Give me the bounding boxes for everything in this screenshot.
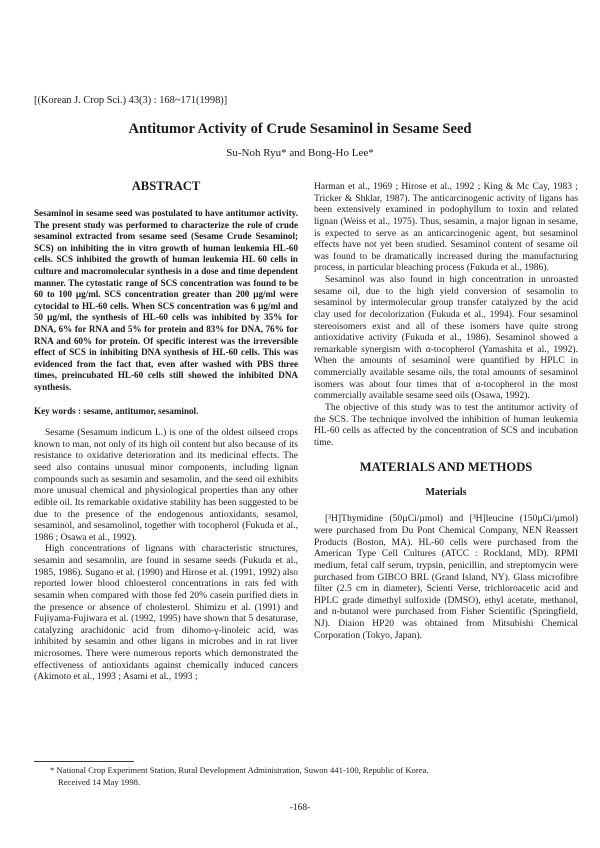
abstract-heading: ABSTRACT	[131, 179, 201, 193]
intro-paragraph-continued: Harman et al., 1969 ; Hirose et al., 1992 ; King & Mc Cay, 1983 ; Tricker & Shklar, 1987). The anticarcinogenic activity of ligans has been extensively examined in podophyllum to toxin and related lignan (Weiss et al., 1975). Thus, sesamin, a major lignan in sesame, is expected to serve as an anticarcinogenic agent, but sesaminol effects have not yet been studied. Sesaminol content of sesame oil was found to be dramatically increased during the manufacturing process, in particular bleaching process (Fukuda et al., 1986).	[314, 181, 578, 274]
abstract-text: Sesaminol in sesame seed was postulated to have antitumor activity. The present study was performed to characterize the role of crude sesaminol extracted from sesame seed (Sesame Crude Sesaminol; SCS) on inhibiting the in vitro growth of human leukemia HL-60 cells. SCS inhibited the growth of human leukemia HL 60 cells in culture and macromolecular synthesis in a dose and time dependent manner. The cytostatic range of SCS concentration was found to be 60 to 100 µg/ml. SCS concentration greater than 200 µg/ml were cytocidal to HL-60 cells. When SCS concentration was 6 µg/ml and 50 µg/ml, the synthesis of HL-60 cells was inhibited by 35% for DNA, 6% for RNA and 5% for protein and 83% for DNA, 76% for RNA and 60% for protein. Of specific interest was the irreversible effect of SCS in inhibiting DNA synthesis of HL-60 cells. This was evidenced from the fact that, even after washed with PBS three times, preincubated HL-60 cells still showed the inhibited DNA synthesis.	[34, 208, 298, 392]
section-heading: MATERIALS AND METHODS	[359, 460, 533, 475]
affiliation-footnote: * National Crop Experiment Station, Rural Development Administration, Suwon 441-100, Republic of Korea.	[50, 765, 429, 775]
left-column	[34, 179, 298, 683]
right-column	[314, 181, 578, 641]
footnote-rule	[34, 761, 134, 762]
journal-citation: [(Korean J. Crop Sci.) 43(3) : 168~171(1998)]	[34, 95, 228, 106]
received-date: Received 14 May 1998.	[58, 776, 141, 787]
paper-title: Antitumor Activity of Crude Sesaminol in Sesame Seed	[128, 121, 472, 137]
author-line: Su-Noh Ryu* and Bong-Ho Lee*	[226, 147, 374, 159]
footnotes	[50, 765, 578, 788]
intro-paragraph: High concentrations of lignans with characteristic structures, sesamin and sesamolin, are found in sesame seeds (Fukuda et al., 1985, 1986). Sugano et al. (1990) and Hirose et al. (1991, 1992) also reported lower blood chloesterol concentrations in rats fed with sesamin when compared with those fed 20% casein purified diets in the presence or absence of cholesterol. Shimizu et al. (1991) and Fujiyama-Fujiwara et al. (1992, 1995) have shown that 5 desaturase, catalyzing arachidonic acid from dihomo-γ-linoleic acid, was inhibited by sesamin and other ligans in microbes and in rat liver microsomes. There were numerous reports which demonstrated the effectiveness of antioxidants against chemically induced cancers (Akimoto et al., 1993 ; Asami et al., 1993 ;	[34, 543, 298, 683]
keywords: Key words : sesame, antitumor, sesaminol.	[34, 405, 199, 416]
intro-paragraph: The objective of this study was to test the antitumor activity of the SCS. The technique involved the inhibition of human leukemia HL-60 cells as affected by the concentration of SCS and incubation time.	[314, 401, 578, 448]
subsection-heading: Materials	[425, 487, 467, 499]
page-number: -168-	[289, 803, 311, 813]
intro-paragraph: Sesaminol was also found in high concentration in unroasted sesame oil, due to the high yield conversion of sesamolin to sesaminol by intermolecular group transfer catalyzed by the acid clay used for decolorization (Fukuda et al., 1994). Four sesaminol stereoisomers exist and all of these isomers have quite strong antioxidative activity (Fukuda et al., 1986). Sesaminol showed a remarkable synergism with α-tocopherol (Yamashita et al., 1992). When the amounts of sesaminol were quantified by HPLC in commercially available sesame oils, the total amounts of sesaminol isomers was about four times that of α-tocopherol in the most commercially available sesame seed oils (Osawa, 1992).	[314, 274, 578, 402]
materials-paragraph: [³H]Thymidine (50µCi/µmol) and [³H]leucine (150µCi/µmol) were purchased from Du Pont Chemical Company, NEN Reassert Products (Boston, MA). HL-60 cells were purchased from the American Type Cell Cultures (ATCC : Rockland, MD). RPMI medium, fetal calf serum, trypsin, penicillin, and streptomycin were purchased from GIBCO BRL (Grand Island, NY). Glass microfibre filter (2.5 cm in diameter), Scienti Verse, trichloroacetic acid and HPLC grade dimethyl sulfoxide (DMSO), ethyl acetate, methanol, and n-butanol were purchased from Fisher Scientific (Springfield, NJ). Diaion HP20 was obtained from Mitsubishi Chemical Corporation (Tokyo, Japan).	[314, 513, 578, 641]
intro-paragraph: Sesame (Sesamum indicum L.) is one of the oldest oilseed crops known to man, not only of its high oil content but also because of its resistance to oxidative deterioration and its medicinal effects. The seed also contains unusual minor components, including lignan compounds such as sesamin and sesamolin, and the seed oil exhibits more unusual chemical and physiological properties than any other edible oil. Its remarkable oxidative stability has been suggested to be due to the presence of the endogenous antioxidants, sesamol, sesaminol, and sesamolinol, together with tocopherol (Fukuda et al., 1986 ; Osawa et al., 1992).	[34, 427, 298, 543]
